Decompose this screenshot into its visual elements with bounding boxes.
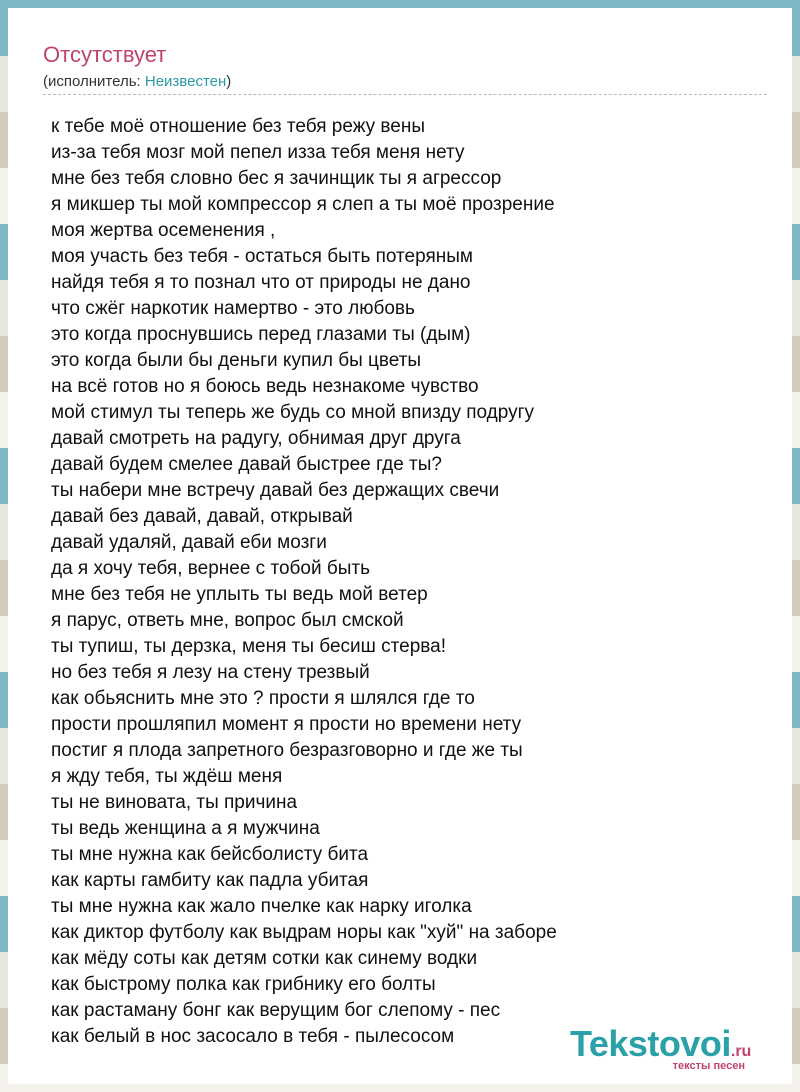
lyric-line: ты тупиш, ты дерзка, меня ты бесиш стерва! [51,636,447,657]
site-logo[interactable] [570,1023,775,1076]
lyric-line: постиг я плода запретного безразговорно и где же ты [51,740,523,761]
lyric-line: что сжёг наркотик намертво - это любовь [51,298,415,319]
lyric-line: да я хочу тебя, вернее с тобой быть [51,558,371,579]
artist-prefix: (исполнитель: [43,73,145,90]
lyric-line: ты не виновата, ты причина [51,792,298,813]
lyric-line: это когда проснувшись перед глазами ты (дым) [51,324,471,345]
artist-line [43,73,231,91]
page-sheet [8,8,792,1084]
lyric-line: ты ведь женщина а я мужчина [51,818,320,839]
lyric-line: давай удаляй, давай еби мозги [51,532,327,553]
lyric-line: мне без тебя словно бес я зачинщик ты я агрессор [51,168,502,189]
lyric-line: давай смотреть на радугу, обнимая друг друга [51,428,461,449]
lyric-line: как растаману бонг как верущим бог слепому - пес [51,1000,501,1021]
artist-link[interactable]: Неизвестен [144,73,227,90]
lyric-line: это когда были бы деньги купил бы цветы [51,350,422,371]
lyric-line: как карты гамбиту как падла убитая [51,870,369,891]
lyric-line: я жду тебя, ты ждёш меня [51,766,283,787]
lyric-line: мой стимул ты теперь же будь со мной впизду подругу [51,402,535,423]
logo-domain: .ru [730,1043,752,1060]
logo-tagline: тексты песен [672,1060,745,1072]
lyric-line: из-за тебя мозг мой пепел изза тебя меня нету [51,142,465,163]
lyric-line: на всё готов но я боюсь ведь незнакоме чувство [51,376,479,397]
lyric-line: как быстрому полка как грибнику его болты [51,974,436,995]
lyric-line: как обьяснить мне это ? прости я шлялся где то [51,688,475,709]
lyric-line: как белый в нос засосало в тебя - пылесосом [51,1026,455,1047]
lyric-line: давай будем смелее давай быстрее где ты? [51,454,442,475]
lyric-line: ты мне нужна как жало пчелке как нарку иголка [51,896,472,917]
lyric-line: мне без тебя не уплыть ты ведь мой ветер [51,584,428,605]
lyric-line: как диктор футболу как выдрам норы как "хуй" на заборе [51,922,557,943]
dashed-divider [43,94,767,95]
lyric-line: моя участь без тебя - остаться быть потеряным [51,246,473,267]
song-title: Отсутствует [43,42,167,67]
lyric-line: ты мне нужна как бейсболисту бита [51,844,369,865]
lyric-line: прости прошляпил момент я прости но времени нету [51,714,522,735]
lyrics-list [51,114,557,1050]
lyric-line: моя жертва осеменения , [51,220,276,241]
lyric-line: я парус, ответь мне, вопрос был смской [51,610,404,631]
lyric-line: к тебе моё отношение без тебя режу вены [51,116,425,137]
lyric-line: я микшер ты мой компрессор я слеп а ты моё прозрение [51,194,555,215]
logo-wordmark [570,1023,752,1064]
artist-suffix: ) [226,73,232,90]
logo-name: Tekstovoi [570,1023,731,1064]
lyric-line: но без тебя я лезу на стену трезвый [51,662,370,683]
lyric-line: найдя тебя я то познал что от природы не дано [51,272,471,293]
lyric-line: ты набери мне встречу давай без держащих свечи [51,480,500,501]
lyric-line: как мёду соты как детям сотки как синему водки [51,948,478,969]
lyric-line: давай без давай, давай, открывай [51,506,353,527]
